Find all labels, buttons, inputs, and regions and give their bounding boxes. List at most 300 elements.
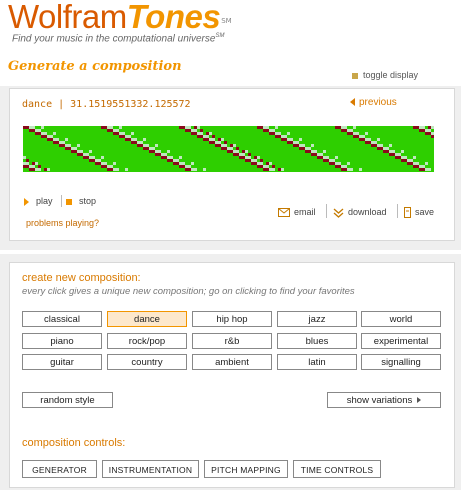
- visualization-cell: [389, 150, 392, 153]
- stop-label: stop: [79, 196, 97, 206]
- visualization-cell: [428, 132, 431, 135]
- visualization-cell: [164, 156, 167, 159]
- visualization-cell: [296, 141, 299, 144]
- visualization-cell: [416, 162, 419, 165]
- visualization-cell: [359, 135, 362, 138]
- visualization-cell: [224, 141, 227, 144]
- style-button-experimental[interactable]: experimental: [361, 333, 441, 349]
- style-button-guitar[interactable]: guitar: [22, 354, 102, 370]
- square-bullet-icon: [352, 73, 358, 79]
- visualization-cell: [398, 156, 401, 159]
- stop-button[interactable]: [66, 196, 96, 206]
- visualization-cell: [218, 141, 221, 144]
- visualization-cell: [230, 144, 233, 147]
- visualization-cell: [266, 129, 269, 132]
- visualization-cell: [200, 132, 203, 135]
- visualization-cell: [26, 162, 29, 165]
- visualization-cell: [110, 165, 113, 168]
- visualization-cell: [44, 132, 47, 135]
- visualization-cell: [284, 138, 287, 141]
- visualization-cell: [167, 150, 170, 153]
- visualization-cell: [272, 132, 275, 135]
- visualization-cell: [266, 162, 269, 165]
- visualization-cell: [248, 153, 251, 156]
- visualization-cell: [395, 153, 398, 156]
- visualization-cell: [32, 126, 35, 129]
- control-button-instrumentation[interactable]: INSTRUMENTATION: [102, 460, 199, 478]
- left-triangle-icon: [350, 98, 355, 106]
- visualization-cell: [413, 156, 416, 159]
- visualization-cell: [125, 168, 128, 171]
- visualization-cell: [206, 138, 209, 141]
- visualization-cell: [218, 144, 221, 147]
- visualization-cell: [242, 150, 245, 153]
- tagline-text: Find your music in the computational universe: [12, 33, 216, 45]
- visualization-cell: [194, 168, 197, 171]
- visualization-cell: [185, 165, 188, 168]
- visualization-cell: [44, 135, 47, 138]
- visualization-cell: [317, 156, 320, 159]
- visualization-cell: [122, 132, 125, 135]
- style-button-piano[interactable]: piano: [22, 333, 102, 349]
- visualization-cell: [104, 165, 107, 168]
- visualization-cell: [278, 168, 281, 171]
- visualization-cell: [179, 126, 182, 129]
- visualization-cell: [38, 165, 41, 168]
- visualization-cell: [407, 159, 410, 162]
- visualization-cell: [191, 129, 194, 132]
- visualization-cell: [29, 168, 32, 171]
- visualization-cell: [389, 144, 392, 147]
- visualization-cell: [209, 138, 212, 141]
- visualization-cell: [38, 132, 41, 135]
- style-button-classical[interactable]: classical: [22, 311, 102, 327]
- previous-link[interactable]: [350, 97, 397, 108]
- visualization-cell: [23, 162, 26, 165]
- visualization-cell: [59, 141, 62, 144]
- visualization-cell: [155, 150, 158, 153]
- control-button-time-controls[interactable]: TIME CONTROLS: [293, 460, 381, 478]
- control-button-pitch-mapping[interactable]: PITCH MAPPING: [204, 460, 288, 478]
- visualization-cell: [356, 132, 359, 135]
- download-icon: [333, 208, 344, 218]
- visualization-cell: [401, 159, 404, 162]
- visualization-cell: [143, 144, 146, 147]
- visualization-cell: [386, 150, 389, 153]
- visualization-cell: [374, 144, 377, 147]
- visualization-cell: [59, 144, 62, 147]
- visualization-cell: [107, 165, 110, 168]
- visualization-cell: [161, 156, 164, 159]
- visualization-cell: [53, 132, 56, 135]
- visualization-cell: [419, 165, 422, 168]
- visualization-cell: [308, 147, 311, 150]
- visualization-cell: [251, 162, 254, 165]
- visualization-cell: [101, 165, 104, 168]
- visualization-cell: [92, 159, 95, 162]
- visualization-cell: [275, 135, 278, 138]
- previous-label: previous: [359, 97, 397, 108]
- download-button[interactable]: [333, 207, 387, 218]
- visualization-cell: [230, 150, 233, 153]
- visualization-cell: [344, 126, 347, 129]
- visualization-cell: [47, 135, 50, 138]
- visualization-cell: [71, 150, 74, 153]
- visualization-cell: [410, 159, 413, 162]
- visualization-cell: [182, 165, 185, 168]
- visualization-cell: [218, 138, 221, 141]
- visualization-cell: [416, 165, 419, 168]
- visualization-cell: [110, 126, 113, 129]
- visualization-cell: [419, 168, 422, 171]
- visualization-cell: [26, 165, 29, 168]
- visualization-cell: [290, 138, 293, 141]
- visualization-cell: [170, 156, 173, 159]
- envelope-icon: [278, 208, 290, 217]
- visualization-cell: [341, 129, 344, 132]
- visualization-cell: [365, 141, 368, 144]
- visualization-cell: [293, 144, 296, 147]
- visualization-cell: [35, 168, 38, 171]
- visualization-cell: [209, 132, 212, 135]
- visualization-cell: [68, 147, 71, 150]
- visualization-cell: [50, 138, 53, 141]
- visualization-cell: [404, 156, 407, 159]
- visualization-cell: [197, 132, 200, 135]
- visualization-cell: [224, 144, 227, 147]
- visualization-cell: [41, 126, 44, 129]
- style-button-world[interactable]: world: [361, 311, 441, 327]
- visualization-cell: [212, 135, 215, 138]
- composition-controls-heading: composition controls:: [22, 437, 126, 449]
- visualization-cell: [188, 126, 191, 129]
- visualization-cell: [194, 129, 197, 132]
- visualization-cell: [362, 138, 365, 141]
- visualization-cell: [326, 156, 329, 159]
- visualization-cell: [338, 126, 341, 129]
- visualization-cell: [80, 150, 83, 153]
- show-variations-label: show variations: [346, 395, 413, 406]
- visualization-cell: [101, 156, 104, 159]
- visualization-cell: [320, 153, 323, 156]
- visualization-cell: [245, 150, 248, 153]
- visualization-cell: [377, 138, 380, 141]
- visualization-cell: [347, 132, 350, 135]
- visualization-cell: [338, 162, 341, 165]
- visualization-cell: [413, 162, 416, 165]
- visualization-cell: [155, 153, 158, 156]
- control-button-generator[interactable]: GENERATOR: [22, 460, 97, 478]
- visualization-cell: [266, 165, 269, 168]
- visualization-cell: [74, 147, 77, 150]
- visualization-cell: [23, 156, 26, 159]
- visualization-cell: [179, 165, 182, 168]
- visualization-cell: [431, 126, 434, 129]
- visualization-cell: [311, 144, 314, 147]
- visualization-cell: [128, 135, 131, 138]
- visualization-cell: [194, 126, 197, 129]
- toggle-display-label: toggle display: [363, 70, 419, 80]
- visualization-cell: [353, 126, 356, 129]
- visualization-cell: [284, 135, 287, 138]
- visualization-cell: [332, 162, 335, 165]
- visualization-cell: [299, 144, 302, 147]
- visualization-cell: [89, 150, 92, 153]
- visualization-cell: [197, 135, 200, 138]
- visualization-cell: [410, 162, 413, 165]
- visualization-cell: [173, 162, 176, 165]
- visualization-cell: [308, 150, 311, 153]
- save-icon: [404, 207, 411, 218]
- visualization-cell: [332, 159, 335, 162]
- visualization-cell: [428, 126, 431, 129]
- visualization-cell: [227, 147, 230, 150]
- visualization-cell: [230, 147, 233, 150]
- visualization-cell: [86, 153, 89, 156]
- visualization-cell: [95, 159, 98, 162]
- visualization-cell: [26, 126, 29, 129]
- visualization-cell: [260, 126, 263, 129]
- visualization-cell: [32, 165, 35, 168]
- visualization-cell: [146, 147, 149, 150]
- visualization-cell: [281, 138, 284, 141]
- visualization-cell: [257, 156, 260, 159]
- visualization-cell: [326, 159, 329, 162]
- random-style-button[interactable]: random style: [22, 392, 113, 408]
- visualization-cell: [98, 159, 101, 162]
- visualization-cell: [107, 126, 110, 129]
- visualization-cell: [152, 147, 155, 150]
- visualization-cell: [344, 129, 347, 132]
- visualization-cell: [422, 129, 425, 132]
- visualization-cell: [323, 150, 326, 153]
- visualization-cell: [101, 126, 104, 129]
- visualization-cell: [233, 144, 236, 147]
- visualization-cell: [341, 165, 344, 168]
- visualization-cell: [341, 168, 344, 171]
- visualization-cell: [398, 153, 401, 156]
- style-button-country[interactable]: country: [107, 354, 187, 370]
- divider: [61, 195, 62, 207]
- style-button-signalling[interactable]: signalling: [361, 354, 441, 370]
- email-button[interactable]: [278, 207, 316, 217]
- visualization-cell: [317, 153, 320, 156]
- visualization-cell: [221, 147, 224, 150]
- visualization-cell: [149, 147, 152, 150]
- visualization-cell: [374, 141, 377, 144]
- visualization-cell: [341, 126, 344, 129]
- visualization-cell: [383, 147, 386, 150]
- save-button[interactable]: [404, 207, 434, 218]
- visualization-cell: [173, 159, 176, 162]
- play-button[interactable]: [24, 196, 53, 206]
- visualization-cell: [254, 162, 257, 165]
- visualization-cell: [368, 141, 371, 144]
- visualization-cell: [344, 168, 347, 171]
- visualization-cell: [68, 144, 71, 147]
- visualization-cell: [242, 156, 245, 159]
- visualization-cell: [296, 144, 299, 147]
- divider: [397, 204, 398, 218]
- visualization-cell: [425, 129, 428, 132]
- visualization-cell: [347, 168, 350, 171]
- visualization-cell: [74, 150, 77, 153]
- visualization-cell: [47, 138, 50, 141]
- visualization-cell: [422, 168, 425, 171]
- visualization-cell: [224, 147, 227, 150]
- visualization-cell: [167, 156, 170, 159]
- create-composition-hint: every click gives a unique new composition; go on clicking to find your favorites: [22, 286, 355, 297]
- visualization-cell: [113, 132, 116, 135]
- visualization-cell: [191, 162, 194, 165]
- style-button-ambient[interactable]: ambient: [192, 354, 272, 370]
- visualization-cell: [422, 165, 425, 168]
- visualization-cell: [293, 141, 296, 144]
- visualization-cell: [305, 150, 308, 153]
- visualization-cell: [350, 132, 353, 135]
- visualization-cell: [29, 165, 32, 168]
- visualization-cell: [65, 144, 68, 147]
- visualization-cell: [35, 162, 38, 165]
- visualization-cell: [272, 168, 275, 171]
- style-button-latin[interactable]: latin: [277, 354, 357, 370]
- visualization-cell: [281, 168, 284, 171]
- visualization-cell: [383, 150, 386, 153]
- style-button-r-b[interactable]: r&b: [192, 333, 272, 349]
- visualization-cell: [353, 135, 356, 138]
- style-button-blues[interactable]: blues: [277, 333, 357, 349]
- visualization-cell: [116, 129, 119, 132]
- visualization-cell: [185, 126, 188, 129]
- visualization-cell: [215, 144, 218, 147]
- visualization-cell: [134, 138, 137, 141]
- visualization-cell: [110, 129, 113, 132]
- visualization-cell: [380, 144, 383, 147]
- visualization-cell: [392, 150, 395, 153]
- visualization-cell: [368, 138, 371, 141]
- visualization-cell: [164, 153, 167, 156]
- visualization-cell: [371, 141, 374, 144]
- visualization-cell: [131, 132, 134, 135]
- visualization-cell: [347, 129, 350, 132]
- style-button-rock-pop[interactable]: rock/pop: [107, 333, 187, 349]
- visualization-cell: [128, 138, 131, 141]
- visualization-cell: [353, 132, 356, 135]
- visualization-cell: [47, 168, 50, 171]
- visualization-cell: [425, 168, 428, 171]
- visualization-cell: [287, 138, 290, 141]
- visualization-cell: [263, 168, 266, 171]
- logo-service-mark: SM: [221, 17, 232, 25]
- visualization-cell: [143, 147, 146, 150]
- visualization-cell: [107, 129, 110, 132]
- visualization-cell: [77, 150, 80, 153]
- visualization-cell: [413, 165, 416, 168]
- visualization-cell: [248, 156, 251, 159]
- visualization-cell: [245, 156, 248, 159]
- play-triangle-icon: [24, 198, 29, 206]
- visualization-cell: [236, 153, 239, 156]
- visualization-cell: [350, 168, 353, 171]
- visualization-cell: [305, 147, 308, 150]
- wolframtones-logo[interactable]: [8, 0, 232, 34]
- visualization-cell: [299, 147, 302, 150]
- visualization-cell: [314, 150, 317, 153]
- visualization-cell: [200, 135, 203, 138]
- visualization-cell: [137, 141, 140, 144]
- visualization-cell: [302, 144, 305, 147]
- visualization-cell: [53, 141, 56, 144]
- visualization-cell: [23, 165, 26, 168]
- visualization-cell: [131, 141, 134, 144]
- visualization-cell: [203, 138, 206, 141]
- show-variations-button[interactable]: [327, 392, 441, 408]
- visualization-cell: [200, 129, 203, 132]
- visualization-cell: [53, 138, 56, 141]
- visualization-cell: [32, 168, 35, 171]
- visualization-cell: [263, 165, 266, 168]
- visualization-cell: [92, 156, 95, 159]
- visualization-cell: [278, 135, 281, 138]
- toggle-display-link[interactable]: [352, 70, 418, 80]
- visualization-cell: [242, 153, 245, 156]
- visualization-cell: [245, 159, 248, 162]
- visualization-cell: [335, 126, 338, 129]
- visualization-cell: [98, 162, 101, 165]
- visualization-cell: [260, 159, 263, 162]
- problems-playing-link[interactable]: problems playing?: [26, 218, 100, 228]
- visualization-cell: [257, 162, 260, 165]
- visualization-cell: [215, 141, 218, 144]
- visualization-cell: [89, 159, 92, 162]
- stop-square-icon: [66, 199, 72, 205]
- visualization-cell: [266, 168, 269, 171]
- visualization-cell: [314, 153, 317, 156]
- visualization-cell: [329, 159, 332, 162]
- visualization-cell: [233, 153, 236, 156]
- visualization-cell: [236, 147, 239, 150]
- visualization-cell: [281, 135, 284, 138]
- visualization-cell: [302, 147, 305, 150]
- visualization-cell: [101, 162, 104, 165]
- style-button-hip-hop[interactable]: hip hop: [192, 311, 272, 327]
- visualization-cell: [335, 165, 338, 168]
- visualization-cell: [287, 132, 290, 135]
- style-button-dance[interactable]: dance: [107, 311, 187, 327]
- visualization-cell: [311, 153, 314, 156]
- play-label: play: [36, 196, 53, 206]
- visualization-cell: [365, 132, 368, 135]
- visualization-cell: [158, 150, 161, 153]
- visualization-cell: [425, 132, 428, 135]
- visualization-cell: [29, 126, 32, 129]
- visualization-cell: [287, 141, 290, 144]
- visualization-cell: [125, 135, 128, 138]
- visualization-cell: [62, 141, 65, 144]
- email-label: email: [294, 207, 316, 217]
- visualization-cell: [83, 156, 86, 159]
- visualization-cell: [263, 129, 266, 132]
- visualization-cell: [404, 159, 407, 162]
- visualization-cell: [359, 168, 362, 171]
- visualization-cell: [35, 129, 38, 132]
- visualization-cell: [182, 126, 185, 129]
- logo-word-tones: Tones: [126, 0, 221, 35]
- visualization-cell: [377, 144, 380, 147]
- visualization-cell: [113, 162, 116, 165]
- style-button-jazz[interactable]: jazz: [277, 311, 357, 327]
- visualization-cell: [275, 126, 278, 129]
